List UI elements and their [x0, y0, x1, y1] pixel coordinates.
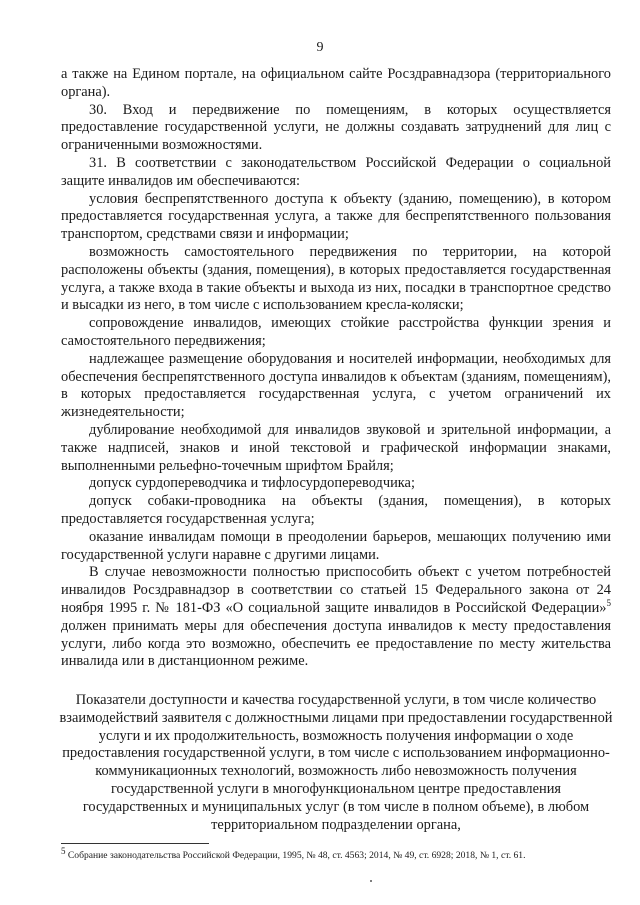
scan-mark	[370, 880, 372, 882]
paragraph-item-30: 30. Вход и передвижение по помещениям, в которых осуществляется предоставление государственной услуги, не должны создавать затруднений для лиц с ограниченными возможностями.	[61, 101, 611, 154]
list-item-equipment-placement: надлежащее размещение оборудования и носителей информации, необходимых для обеспечения беспрепятственного доступа инвалидов к объектам (зданиям, помещениям), в которых предоставляется государственная услуга, с учетом ограничений их жизнедеятельности;	[61, 350, 611, 421]
paragraph-item-31: 31. В соответствии с законодательством Российской Федерации о социальной защите инвалидов им обеспечиваются:	[61, 154, 611, 189]
list-item-assistance: оказание инвалидам помощи в преодолении барьеров, мешающих получению ими государственной услуги наравне с другими лицами.	[61, 528, 611, 563]
paragraph-continuation: а также на Едином портале, на официальном сайте Росздравнадзора (территориального органа).	[61, 66, 611, 100]
list-item-interpreter: допуск сурдопереводчика и тифлосурдопереводчика;	[89, 475, 415, 492]
paragraph-impossibility-text-end: должен принимать меры для обеспечения доступа инвалидов к месту предоставления услуги, либо когда это возможно, обеспечить ее предоставление по месту жительства инвалида или в дистанционном режиме.	[61, 617, 611, 670]
paragraph-impossibility-text-start: В случае невозможности полностью приспособить объект с учетом потребностей инвалидов Росздравнадзор в соответствии со статьей 15 Федерального закона от 24 ноября 1995 г. № 181-ФЗ «О социальной защите инвалидов в Российской Федерации»	[61, 564, 611, 616]
section-heading: Показатели доступности и качества государственной услуги, в том числе количество взаимодействий заявителя с должностными лицами при предоставлении государственной услуги и их продолжительность, возможность получения информации о ходе предоставления государственной услуги, в том числе с использованием информационно-коммуникационных технологий, возможность либо невозможность получения государственной услуги в многофункциональном центре предоставления государственных и муниципальных услуг (в том числе в полном объеме), в любом территориальном подразделении органа,	[59, 692, 613, 833]
list-item-movement: возможность самостоятельного передвижения по территории, на которой расположены объекты (здания, помещения), в которых предоставляется государственная услуга, а также входа в такие объекты и выхода из них, посадки в транспортное средство и высадки из него, в том числе с использованием кресла-коляски;	[61, 243, 611, 314]
list-item-escort: сопровождение инвалидов, имеющих стойкие расстройства функции зрения и самостоятельного передвижения;	[61, 315, 611, 349]
paragraph-impossibility	[61, 564, 611, 671]
footnote-marker: 5	[61, 845, 66, 856]
list-item-access-conditions: условия беспрепятственного доступа к объекту (зданию, помещению), в котором предоставляется государственная услуга, а также для беспрепятственного пользования транспортом, средствами связи и информации;	[61, 190, 611, 243]
footnote-text: Собрание законодательства Российской Федерации, 1995, № 48, ст. 4563; 2014, № 49, ст. 6928; 2018, № 1, ст. 61.	[65, 850, 526, 861]
footnote	[61, 845, 621, 862]
footnote-reference[interactable]: 5	[606, 598, 611, 609]
body-text	[61, 66, 611, 671]
page-number: 9	[316, 40, 324, 55]
footnote-divider	[61, 843, 209, 844]
list-item-guide-dog: допуск собаки-проводника на объекты (здания, помещения), в которых предоставляется государственная услуга;	[61, 493, 611, 527]
list-item-duplication: дублирование необходимой для инвалидов звуковой и зрительной информации, а также надписей, знаков и иной текстовой и графической информации знаками, выполненными рельефно-точечным шрифтом Брайля;	[61, 421, 611, 474]
